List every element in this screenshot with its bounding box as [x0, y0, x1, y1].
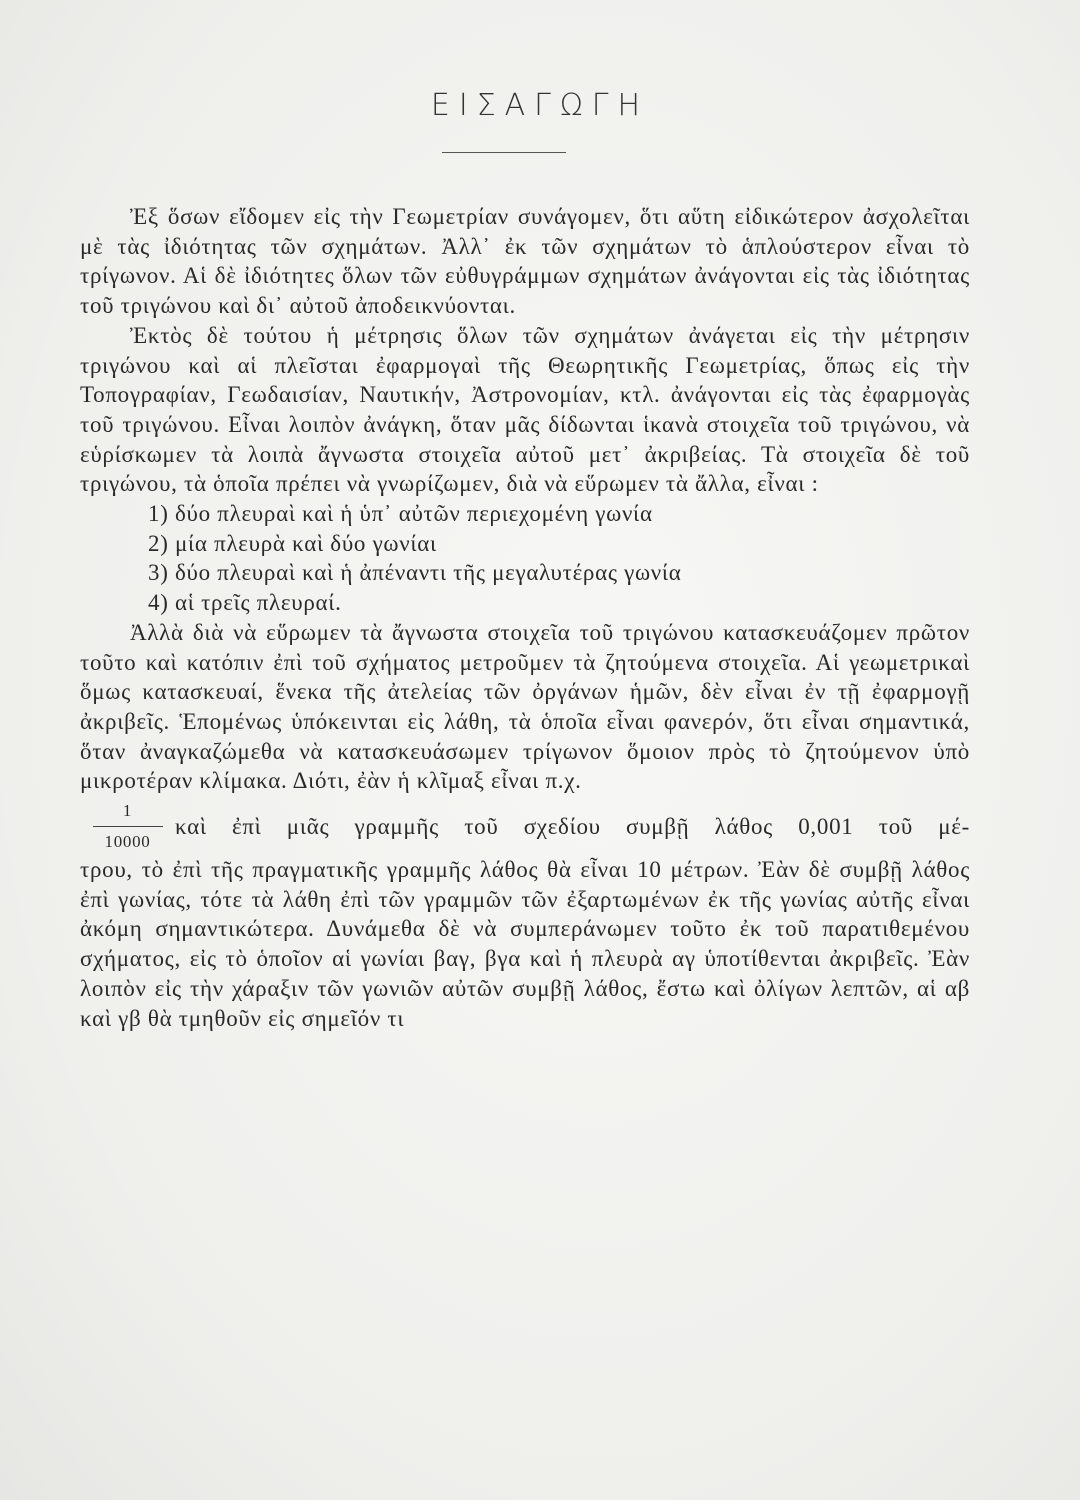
title-underline — [442, 152, 566, 153]
list-item: 4) αἱ τρεῖς πλευραί. — [148, 590, 342, 616]
paragraph-2: Ἐκτὸς δὲ τούτου ἡ μέτρησις ὅλων τῶν σχημάτων ἀνάγεται εἰς τὴν μέτρησιν τριγώνου καὶ αἱ πλεῖσται ἐφαρμογαὶ τῆς Θεωρητικῆς Γεωμετρίας, ὅπως εἰς τὴν Τοπογραφίαν, Γεωδαισίαν, Ναυτικήν, Ἀστρονομίαν, κτλ. ἀνάγονται εἰς τὰς ἐφαρμογὰς τοῦ τριγώνου. Εἶναι λοιπὸν ἀνάγκη, ὅταν μᾶς δίδωνται ἱκανὰ στοιχεῖα τοῦ τριγώνου, νὰ εὑρίσκωμεν τὰ λοιπὰ ἄγνωστα στοιχεῖα αὐτοῦ μετ᾽ ἀκριβείας. Τὰ στοιχεῖα δὲ τοῦ τριγώνου, τὰ ὁποῖα πρέπει νὰ γνωρίζωμεν, διὰ νὰ εὕρωμεν τὰ ἄλλα, εἶναι : — [80, 322, 970, 497]
fraction-line-text: καὶ ἐπὶ μιᾶς γραμμῆς τοῦ σχεδίου συμβῇ λάθος 0,001 τοῦ μέ- — [175, 813, 970, 839]
scale-fraction — [80, 798, 175, 855]
list-item: 2) μία πλευρὰ καὶ δύο γωνίαι — [148, 530, 437, 556]
paragraph-1: Ἐξ ὅσων εἴδομεν εἰς τὴν Γεωμετρίαν συνάγομεν, ὅτι αὕτη εἰδικώτερον ἀσχολεῖται μὲ τὰς ἰδιότητας τῶν σχημάτων. Ἀλλ᾽ ἐκ τῶν σχημάτων τὸ ἁπλούστερον εἶναι τὸ τρίγωνον. Αἱ δὲ ἰδιότητες ὅλων τῶν εὐθυγράμμων σχημάτων ἀνάγονται εἰς τὰς ἰδιότητας τοῦ τριγώνου καὶ δι᾽ αὐτοῦ ἀποδεικνύονται. — [80, 204, 970, 319]
document-body — [80, 202, 970, 1033]
page-title: ΕΙΣΑΓΩΓΗ — [430, 88, 650, 123]
list-item: 3) δύο πλευραὶ καὶ ἡ ἀπέναντι τῆς μεγαλυτέρας γωνία — [148, 560, 682, 586]
fraction-denominator: 10000 — [104, 832, 151, 852]
list-item: 1) δύο πλευραὶ καὶ ἡ ὑπ᾽ αὐτῶν περιεχομένη γωνία — [148, 501, 653, 527]
fraction-numerator: 1 — [122, 801, 133, 821]
condition-list — [80, 499, 970, 618]
paragraph-3: Ἀλλὰ διὰ νὰ εὕρωμεν τὰ ἄγνωστα στοιχεῖα τοῦ τριγώνου κατασκευάζομεν πρῶτον τοῦτο καὶ κατόπιν ἐπὶ τοῦ σχήματος μετροῦμεν τὰ ζητούμενα στοιχεῖα. Αἱ γεωμετρικαὶ ὅμως κατασκευαί, ἕνεκα τῆς ἀτελείας τῶν ὀργάνων ἡμῶν, δὲν εἶναι ἐν τῇ ἐφαρμογῇ ἀκριβεῖς. Ἑπομένως ὑπόκεινται εἰς λάθη, τὰ ὁποῖα εἶναι φανερόν, ὅτι εἶναι σημαντικά, ὅταν ἀναγκαζώμεθα νὰ κατασκευάσωμεν τρίγωνον ὅμοιον πρὸς τὸ ζητούμενον ὑπὸ μικροτέραν κλίμακα. Διότι, ἐὰν ἡ κλῖμαξ εἶναι π.χ. — [80, 619, 970, 794]
fraction-line — [80, 798, 970, 855]
paragraph-4: τρου, τὸ ἐπὶ τῆς πραγματικῆς γραμμῆς λάθος θὰ εἶναι 10 μέτρων. Ἐὰν δὲ συμβῇ λάθος ἐπὶ γωνίας, τότε τὰ λάθη ἐπὶ τῶν γραμμῶν τῶν ἐξαρτωμένων ἐκ τῆς γωνίας αὐτῆς εἶναι ἀκόμη σημαντικώτερα. Δυνάμεθα δὲ νὰ συμπεράνωμεν τοῦτο ἐκ τοῦ παρατιθεμένου σχήματος, εἰς τὸ ὁποῖον αἱ γωνίαι βαγ, βγα καὶ ἡ πλευρὰ αγ ὑποτίθενται ἀκριβεῖς. Ἐὰν λοιπὸν εἰς τὴν χάραξιν τῶν γωνιῶν αὐτῶν συμβῇ λάθος, ἔστω καὶ ὀλίγων λεπτῶν, αἱ αβ καὶ γβ θὰ τμηθοῦν εἰς σημεῖόν τι — [80, 857, 970, 1031]
